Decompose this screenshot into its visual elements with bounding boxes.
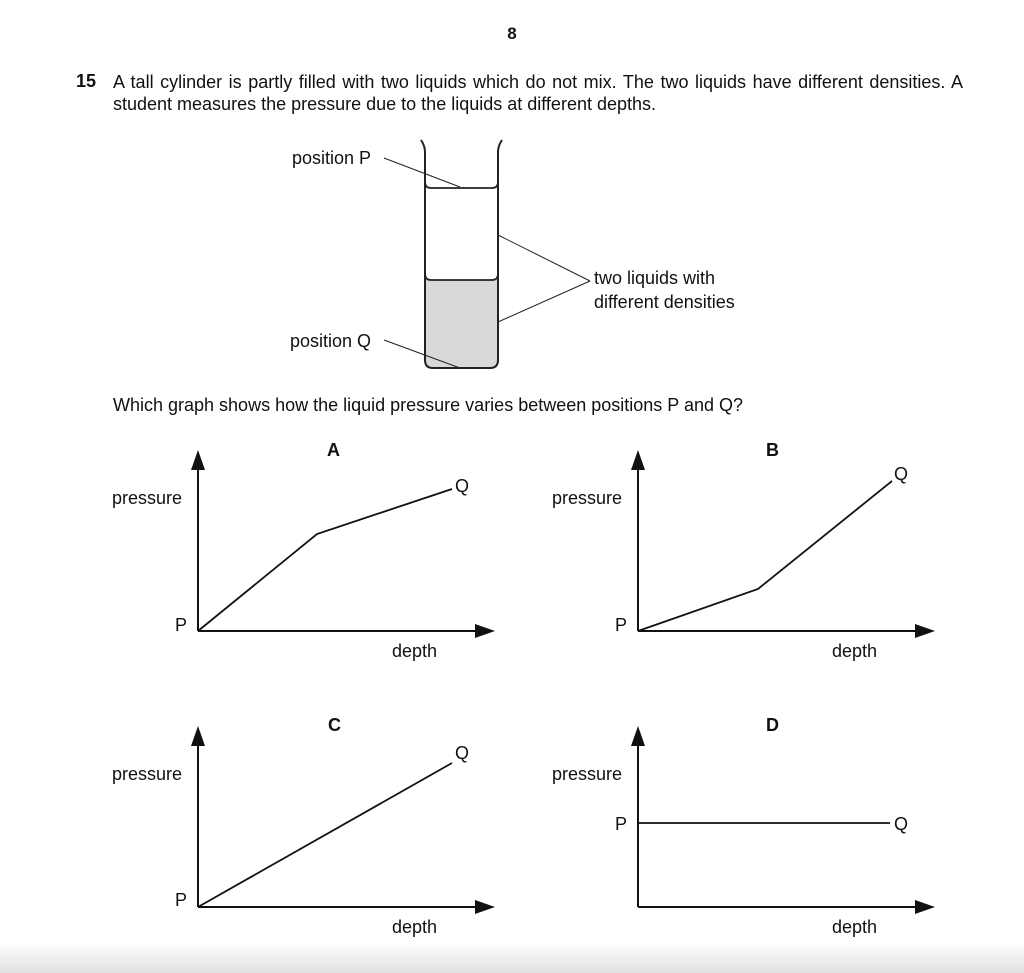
graph-c-start-label: P xyxy=(175,890,188,910)
graph-d-ylabel: pressure xyxy=(552,764,623,784)
graph-a-ylabel: pressure xyxy=(112,488,183,508)
graph-b-ylabel: pressure xyxy=(552,488,623,508)
graph-c xyxy=(198,736,485,907)
graph-b-line xyxy=(638,481,892,631)
graph-c-ylabel: pressure xyxy=(112,764,183,784)
graph-c-letter: C xyxy=(328,715,341,735)
graph-d-end-label: Q xyxy=(894,814,909,834)
graph-a-end-label: Q xyxy=(455,476,470,496)
graph-a xyxy=(198,460,485,631)
label-liquids-line1: two liquids with xyxy=(594,268,716,288)
graph-d-letter: D xyxy=(766,715,779,735)
graph-d-xlabel: depth xyxy=(832,917,878,937)
graph-d-start-label: P xyxy=(615,814,628,834)
graph-a-letter: A xyxy=(327,440,340,460)
question-prompt: Which graph shows how the liquid pressure varies between positions P and Q? xyxy=(113,395,744,415)
graph-c-line xyxy=(198,763,452,907)
graph-b-end-label: Q xyxy=(894,464,909,484)
question-stem: A tall cylinder is partly filled with two liquids which do not mix. The two liquids have different densities. A student measures the pressure due to the liquids at different depths. xyxy=(113,72,963,114)
page-number: 8 xyxy=(507,24,517,43)
graph-a-start-label: P xyxy=(175,615,188,635)
page-bottom-shadow xyxy=(0,943,1024,973)
graph-d xyxy=(638,736,925,907)
label-liquids-line2: different densities xyxy=(594,292,735,312)
graph-b-letter: B xyxy=(766,440,779,460)
graph-a-line xyxy=(198,489,452,631)
graph-b-xlabel: depth xyxy=(832,641,878,661)
graph-b-start-label: P xyxy=(615,615,628,635)
graph-c-end-label: Q xyxy=(455,743,470,763)
graph-a-xlabel: depth xyxy=(392,641,438,661)
question-number: 15 xyxy=(76,71,97,91)
label-position-q: position Q xyxy=(290,331,372,351)
graph-c-xlabel: depth xyxy=(392,917,438,937)
graph-b xyxy=(638,460,925,631)
label-position-p: position P xyxy=(292,148,372,168)
